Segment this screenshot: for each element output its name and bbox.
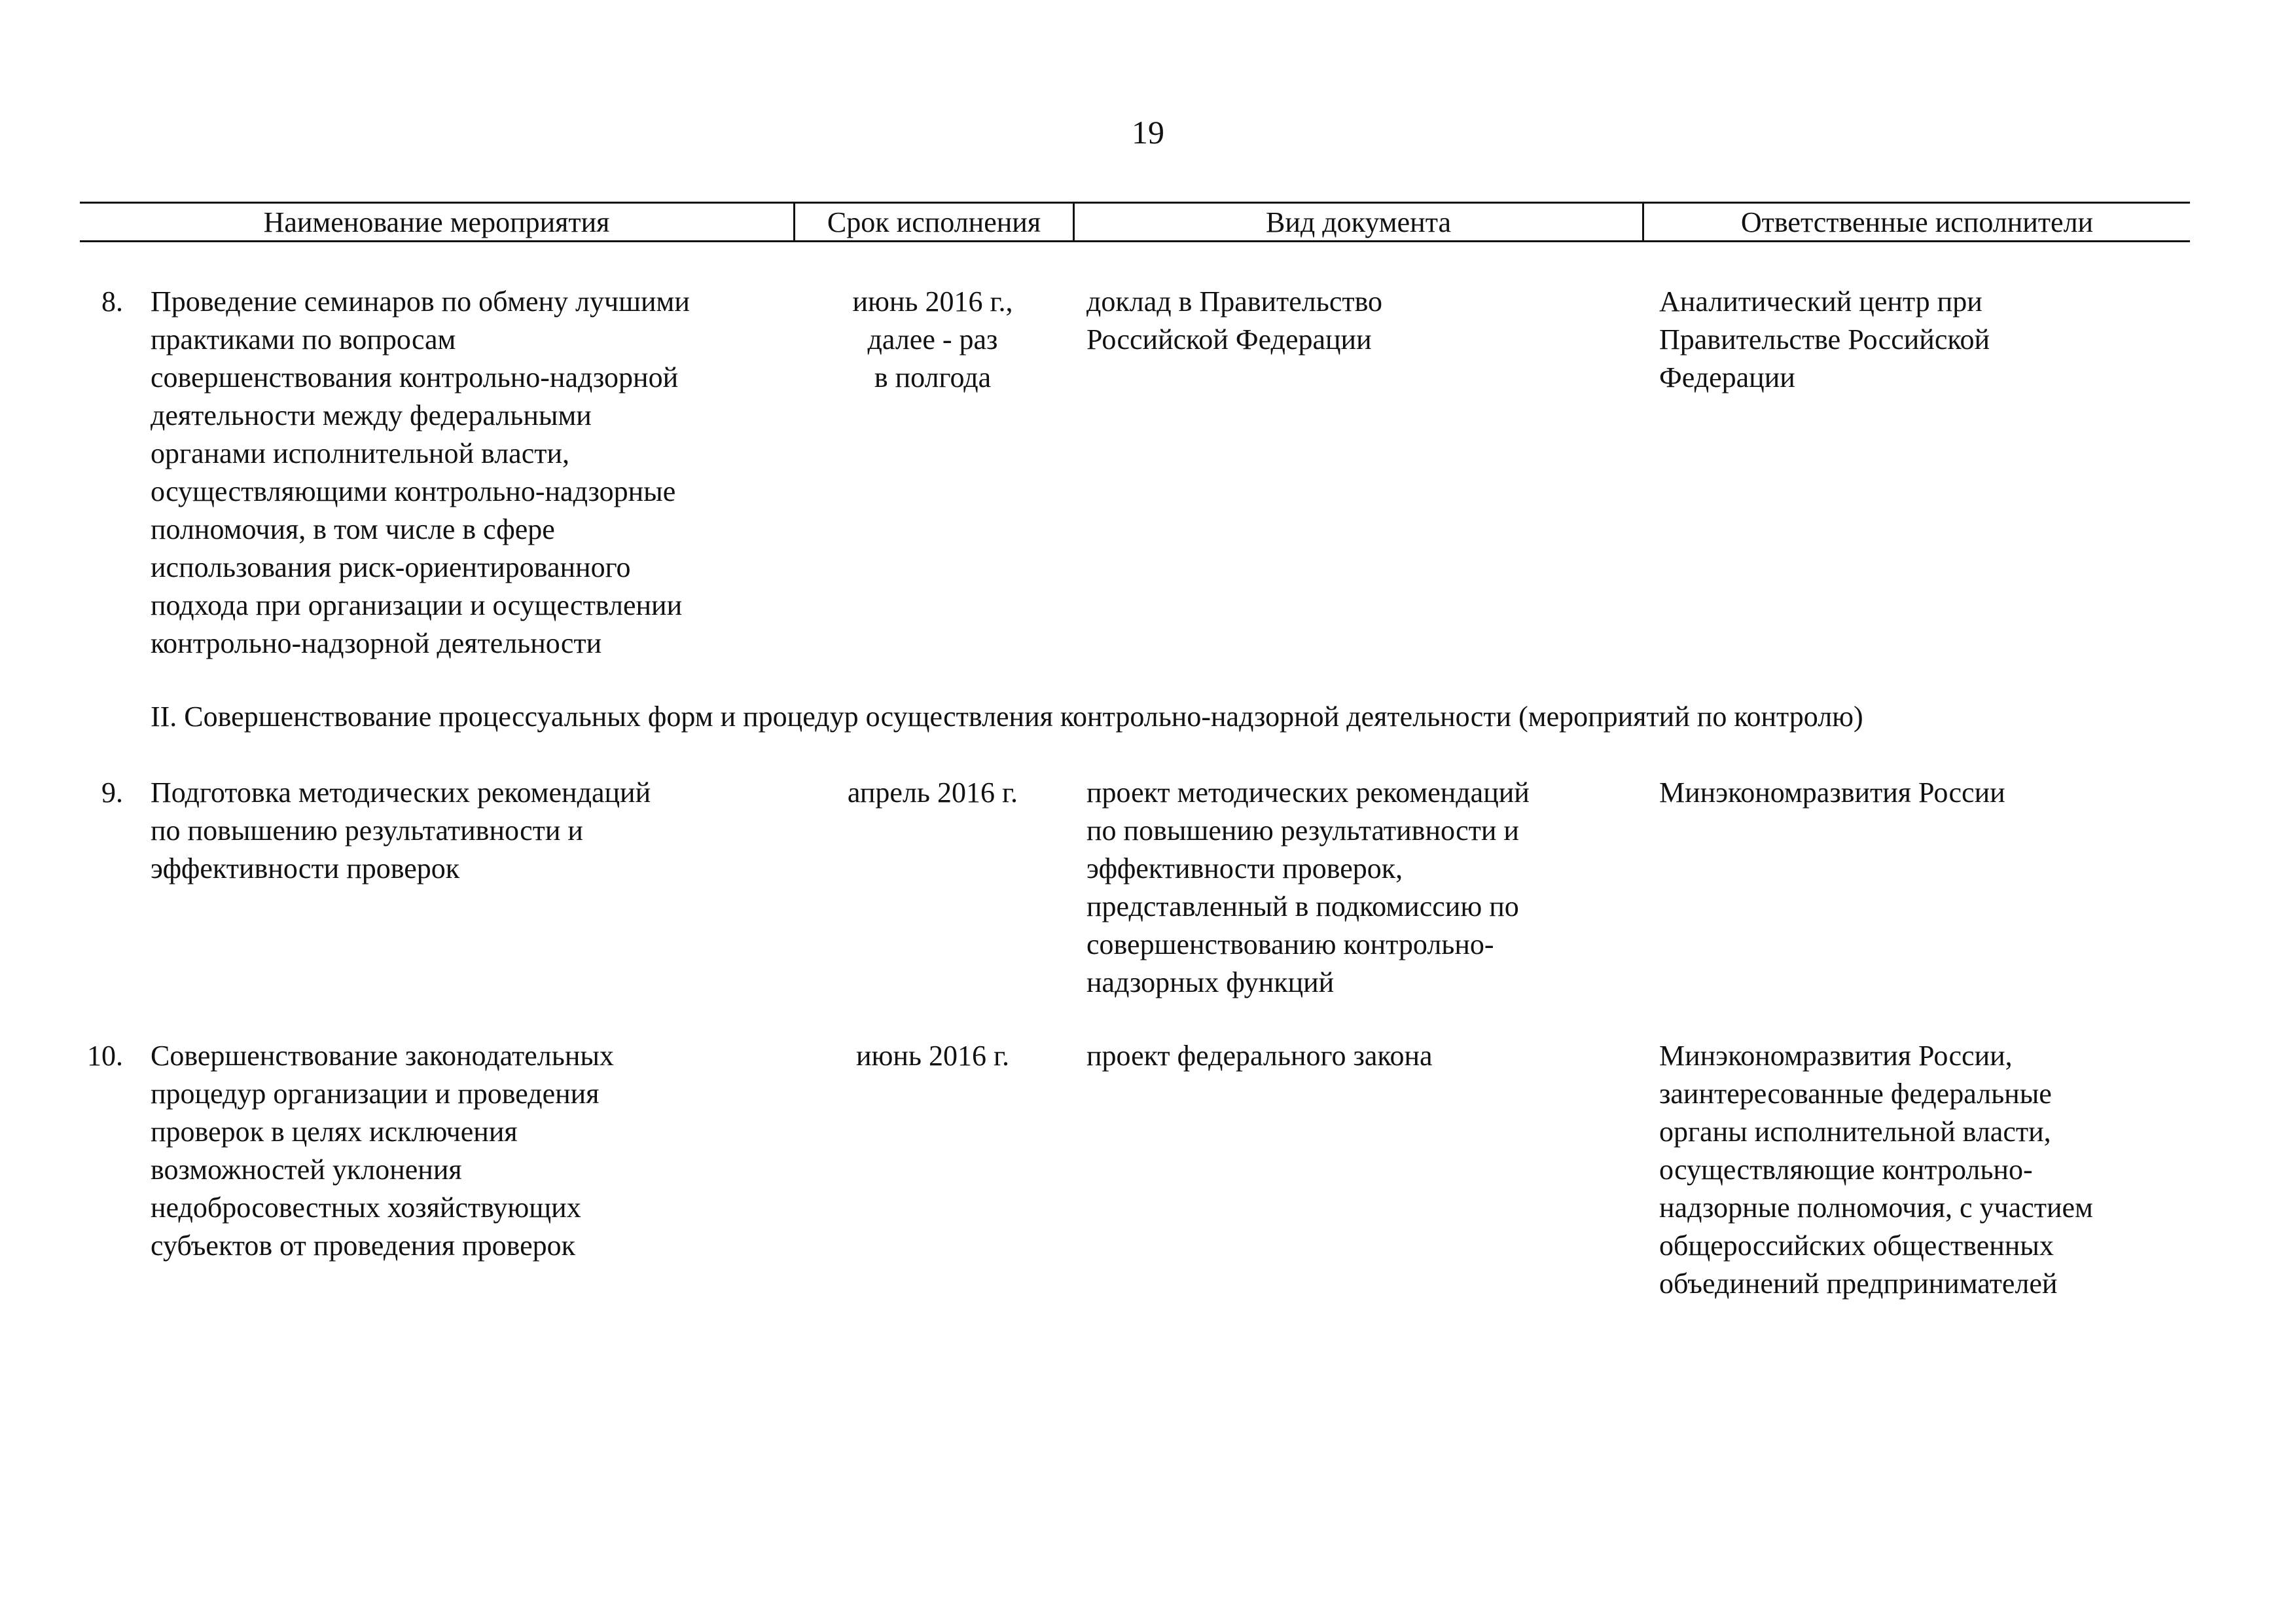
- measure-name: [151, 1037, 792, 1265]
- text-line: Минэкономразвития России,: [1659, 1040, 2013, 1072]
- text-line: проект федерального закона: [1086, 1040, 1433, 1072]
- text-line: далее - раз: [867, 323, 998, 356]
- document-type: [1086, 774, 1649, 1002]
- text-line: деятельности между федеральными: [151, 399, 592, 431]
- text-line: Совершенствование законодательных: [151, 1040, 614, 1072]
- measure-name: [151, 283, 792, 663]
- text-line: практиками по вопросам: [151, 323, 456, 356]
- text-line: заинтересованные федеральные: [1659, 1078, 2052, 1110]
- column-header-doc: Вид документа: [1075, 204, 1644, 240]
- text-line: совершенствованию контрольно-: [1086, 928, 1494, 960]
- text-line: контрольно-надзорной деятельности: [151, 627, 602, 659]
- responsible: [1659, 1037, 2222, 1303]
- text-line: Подготовка методических рекомендаций: [151, 776, 651, 809]
- measure-name: [151, 774, 792, 888]
- text-line: надзорных функций: [1086, 966, 1335, 998]
- text-line: проверок в целях исключения: [151, 1116, 518, 1148]
- deadline: [795, 1037, 1070, 1075]
- row-number: 9.: [101, 776, 123, 809]
- text-line: Проведение семинаров по обмену лучшими: [151, 285, 690, 318]
- text-line: осуществляющими контрольно-надзорные: [151, 475, 676, 507]
- text-line: по повышению результативности и: [151, 814, 583, 847]
- row-number: 8.: [101, 285, 123, 318]
- text-line: июнь 2016 г.: [855, 1040, 1010, 1072]
- text-line: апрель 2016 г.: [847, 776, 1018, 809]
- row-number: 10.: [87, 1040, 123, 1072]
- text-line: полномочия, в том числе в сфере: [151, 513, 555, 545]
- section-heading: II. Совершенствование процессуальных форм и процедур осуществления контрольно-надзорной деятельности (мероприятий по контролю): [151, 701, 1863, 733]
- document-type: [1086, 283, 1649, 359]
- text-line: возможностей уклонения: [151, 1154, 462, 1186]
- text-line: доклад в Правительство: [1086, 285, 1383, 318]
- column-header-name: Наименование мероприятия: [263, 206, 610, 238]
- text-line: органы исполнительной власти,: [1659, 1116, 2051, 1148]
- text-line: Федерации: [1659, 361, 1795, 393]
- text-line: процедур организации и проведения: [151, 1078, 600, 1110]
- text-line: Правительстве Российской: [1659, 323, 1990, 356]
- document-type: [1086, 1037, 1649, 1075]
- text-line: Российской Федерации: [1086, 323, 1372, 356]
- deadline: [795, 774, 1070, 812]
- text-line: общероссийских общественных: [1659, 1230, 2054, 1262]
- column-header-term: Срок исполнения: [793, 204, 1075, 240]
- responsible: [1659, 774, 2222, 812]
- table-header: [80, 202, 2190, 242]
- text-line: представленный в подкомиссию по: [1086, 890, 1519, 922]
- deadline: [795, 283, 1070, 397]
- text-line: проект методических рекомендаций: [1086, 776, 1530, 809]
- page-number: 19: [1132, 114, 1164, 151]
- text-line: в полгода: [874, 361, 992, 393]
- text-line: объединений предпринимателей: [1659, 1267, 2058, 1300]
- text-line: Минэкономразвития России: [1659, 776, 2005, 809]
- text-line: совершенствования контрольно-надзорной: [151, 361, 679, 393]
- text-line: эффективности проверок: [151, 852, 460, 884]
- text-line: недобросовестных хозяйствующих: [151, 1192, 581, 1224]
- text-line: субъектов от проведения проверок: [151, 1230, 576, 1262]
- text-line: использования риск-ориентированного: [151, 551, 631, 583]
- text-line: Аналитический центр при: [1659, 285, 1982, 318]
- column-header-responsible: Ответственные исполнители: [1740, 206, 2094, 238]
- text-line: органами исполнительной власти,: [151, 437, 569, 469]
- text-line: июнь 2016 г.,: [852, 285, 1013, 318]
- responsible: [1659, 283, 2222, 397]
- text-line: эффективности проверок,: [1086, 852, 1403, 884]
- text-line: осуществляющие контрольно-: [1659, 1154, 2033, 1186]
- text-line: по повышению результативности и: [1086, 814, 1519, 847]
- text-line: подхода при организации и осуществлении: [151, 589, 683, 621]
- text-line: надзорные полномочия, с участием: [1659, 1192, 2093, 1224]
